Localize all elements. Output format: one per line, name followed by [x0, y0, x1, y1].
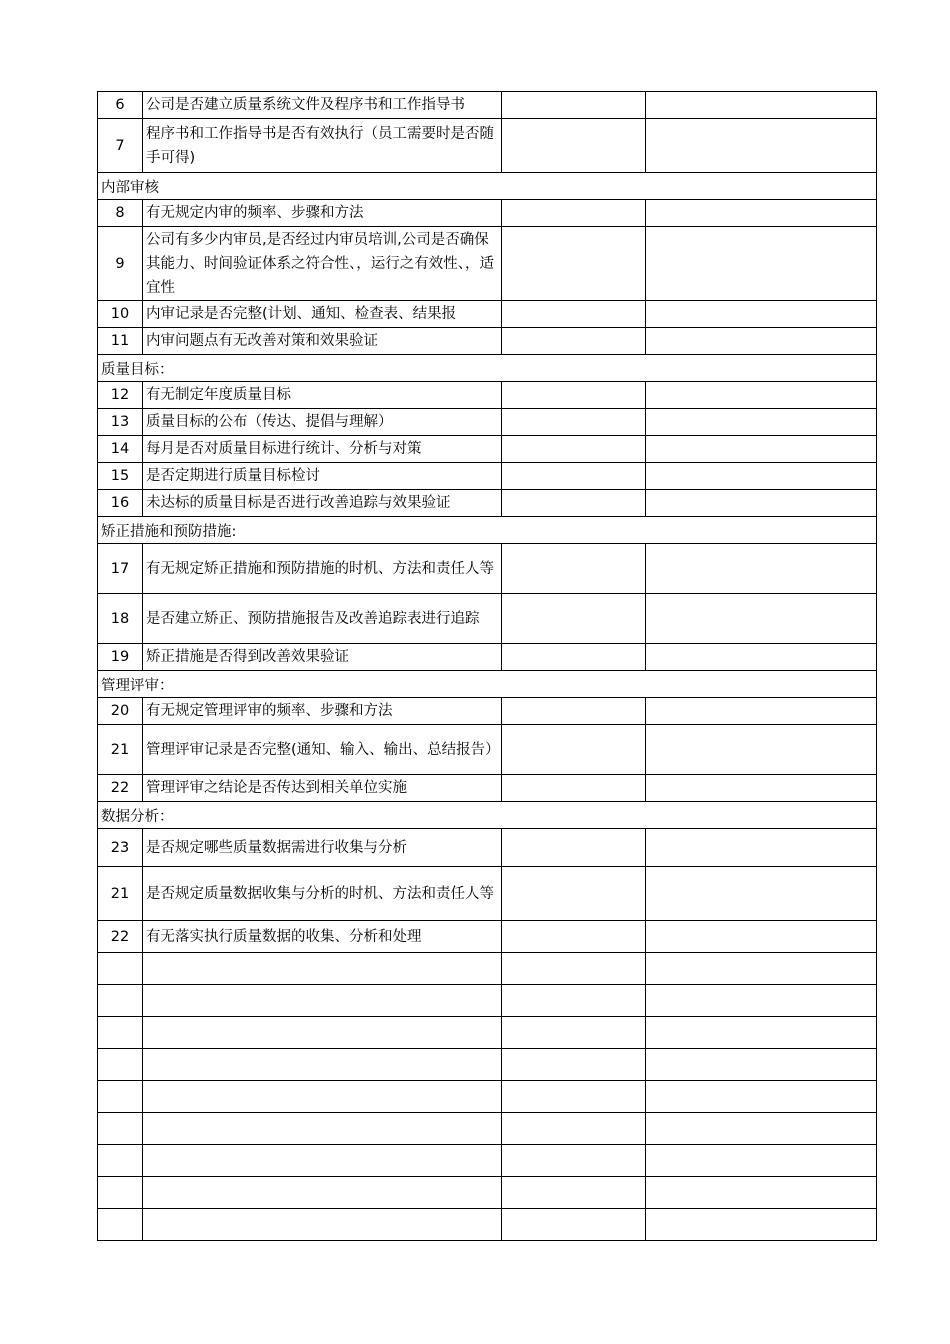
- answer-cell[interactable]: [502, 1081, 646, 1113]
- answer-cell[interactable]: [502, 382, 646, 409]
- item-text: [143, 1017, 502, 1049]
- item-number: 18: [98, 594, 143, 644]
- answer-cell[interactable]: [502, 867, 646, 921]
- section-title: 管理评审：: [98, 671, 877, 698]
- answer-cell[interactable]: [502, 119, 646, 173]
- remark-cell[interactable]: [646, 1145, 877, 1177]
- answer-cell[interactable]: [502, 490, 646, 517]
- answer-cell[interactable]: [502, 829, 646, 867]
- answer-cell[interactable]: [502, 1177, 646, 1209]
- table-row: [98, 829, 877, 867]
- answer-cell[interactable]: [502, 1049, 646, 1081]
- item-number: [98, 1017, 143, 1049]
- item-number: 14: [98, 436, 143, 463]
- item-number: 6: [98, 92, 143, 119]
- answer-cell[interactable]: [502, 200, 646, 227]
- table-row: [98, 698, 877, 725]
- item-text: 内审记录是否完整(计划、通知、检查表、结果报: [143, 301, 502, 328]
- item-number: [98, 1209, 143, 1241]
- table-row: [98, 463, 877, 490]
- answer-cell[interactable]: [502, 409, 646, 436]
- answer-cell[interactable]: [502, 725, 646, 775]
- answer-cell[interactable]: [502, 1209, 646, 1241]
- item-number: 13: [98, 409, 143, 436]
- item-text: 管理评审记录是否完整(通知、输入、输出、总结报告）: [143, 725, 502, 775]
- answer-cell[interactable]: [502, 463, 646, 490]
- item-number: 20: [98, 698, 143, 725]
- item-text: 有无规定矫正措施和预防措施的时机、方法和责任人等: [143, 544, 502, 594]
- remark-cell[interactable]: [646, 985, 877, 1017]
- remark-cell[interactable]: [646, 1049, 877, 1081]
- item-number: 17: [98, 544, 143, 594]
- item-text: [143, 985, 502, 1017]
- answer-cell[interactable]: [502, 921, 646, 953]
- item-number: 22: [98, 775, 143, 802]
- answer-cell[interactable]: [502, 1113, 646, 1145]
- remark-cell[interactable]: [646, 1209, 877, 1241]
- remark-cell[interactable]: [646, 409, 877, 436]
- remark-cell[interactable]: [646, 200, 877, 227]
- remark-cell[interactable]: [646, 1017, 877, 1049]
- empty-row: [98, 953, 877, 985]
- item-number: 22: [98, 921, 143, 953]
- remark-cell[interactable]: [646, 953, 877, 985]
- answer-cell[interactable]: [502, 698, 646, 725]
- item-number: 23: [98, 829, 143, 867]
- remark-cell[interactable]: [646, 829, 877, 867]
- item-number: 12: [98, 382, 143, 409]
- section-header-row: [98, 173, 877, 200]
- answer-cell[interactable]: [502, 227, 646, 301]
- remark-cell[interactable]: [646, 775, 877, 802]
- remark-cell[interactable]: [646, 382, 877, 409]
- table-row: [98, 227, 877, 301]
- item-text: 程序书和工作指导书是否有效执行（员工需要时是否随手可得): [143, 119, 502, 173]
- item-number: [98, 1081, 143, 1113]
- remark-cell[interactable]: [646, 490, 877, 517]
- table-row: [98, 867, 877, 921]
- remark-cell[interactable]: [646, 725, 877, 775]
- empty-row: [98, 1113, 877, 1145]
- answer-cell[interactable]: [502, 644, 646, 671]
- table-row: [98, 490, 877, 517]
- item-number: 15: [98, 463, 143, 490]
- item-text: 是否规定哪些质量数据需进行收集与分析: [143, 829, 502, 867]
- item-text: 有无规定内审的频率、步骤和方法: [143, 200, 502, 227]
- empty-row: [98, 1177, 877, 1209]
- item-text: 是否建立矫正、预防措施报告及改善追踪表进行追踪: [143, 594, 502, 644]
- table-row: [98, 328, 877, 355]
- table-row: [98, 119, 877, 173]
- answer-cell[interactable]: [502, 775, 646, 802]
- table-row: [98, 921, 877, 953]
- empty-row: [98, 985, 877, 1017]
- remark-cell[interactable]: [646, 544, 877, 594]
- section-title: 矫正措施和预防措施:: [98, 517, 877, 544]
- answer-cell[interactable]: [502, 985, 646, 1017]
- remark-cell[interactable]: [646, 644, 877, 671]
- item-number: [98, 1113, 143, 1145]
- item-text: 每月是否对质量目标进行统计、分析与对策: [143, 436, 502, 463]
- answer-cell[interactable]: [502, 328, 646, 355]
- section-title: 内部审核: [98, 173, 877, 200]
- item-text: 有无落实执行质量数据的收集、分析和处理: [143, 921, 502, 953]
- section-title: 质量目标：: [98, 355, 877, 382]
- item-text: [143, 1081, 502, 1113]
- section-header-row: [98, 517, 877, 544]
- answer-cell[interactable]: [502, 1145, 646, 1177]
- remark-cell[interactable]: [646, 227, 877, 301]
- table-row: [98, 301, 877, 328]
- item-text: 未达标的质量目标是否进行改善追踪与效果验证: [143, 490, 502, 517]
- item-text: 是否规定质量数据收集与分析的时机、方法和责任人等: [143, 867, 502, 921]
- section-header-row: [98, 355, 877, 382]
- remark-cell[interactable]: [646, 1113, 877, 1145]
- remark-cell[interactable]: [646, 867, 877, 921]
- remark-cell[interactable]: [646, 119, 877, 173]
- answer-cell[interactable]: [502, 92, 646, 119]
- section-header-row: [98, 671, 877, 698]
- item-number: [98, 953, 143, 985]
- answer-cell[interactable]: [502, 301, 646, 328]
- item-text: 公司有多少内审员,是否经过内审员培训,公司是否确保其能力、时间验证体系之符合性、，运行之有效性、，适宜性: [143, 227, 502, 301]
- remark-cell[interactable]: [646, 92, 877, 119]
- item-number: 7: [98, 119, 143, 173]
- table-row: [98, 200, 877, 227]
- checklist-body: [98, 92, 877, 1241]
- item-number: [98, 1145, 143, 1177]
- item-text: [143, 1049, 502, 1081]
- empty-row: [98, 1145, 877, 1177]
- answer-cell[interactable]: [502, 1017, 646, 1049]
- answer-cell[interactable]: [502, 436, 646, 463]
- item-number: [98, 985, 143, 1017]
- table-row: [98, 544, 877, 594]
- empty-row: [98, 1081, 877, 1113]
- answer-cell[interactable]: [502, 544, 646, 594]
- item-number: [98, 1177, 143, 1209]
- item-text: 公司是否建立质量系统文件及程序书和工作指导书: [143, 92, 502, 119]
- item-text: 管理评审之结论是否传达到相关单位实施: [143, 775, 502, 802]
- empty-row: [98, 1049, 877, 1081]
- item-text: 有无规定管理评审的频率、步骤和方法: [143, 698, 502, 725]
- table-row: [98, 382, 877, 409]
- remark-cell[interactable]: [646, 328, 877, 355]
- empty-row: [98, 1209, 877, 1241]
- item-text: [143, 1145, 502, 1177]
- table-row: [98, 436, 877, 463]
- item-text: 矫正措施是否得到改善效果验证: [143, 644, 502, 671]
- answer-cell[interactable]: [502, 594, 646, 644]
- table-row: [98, 409, 877, 436]
- item-number: 10: [98, 301, 143, 328]
- item-text: [143, 1113, 502, 1145]
- remark-cell[interactable]: [646, 436, 877, 463]
- empty-row: [98, 1017, 877, 1049]
- item-text: 有无制定年度质量目标: [143, 382, 502, 409]
- checklist-table: [97, 91, 877, 1241]
- item-text: [143, 1209, 502, 1241]
- item-number: 21: [98, 867, 143, 921]
- item-number: 16: [98, 490, 143, 517]
- item-text: 内审问题点有无改善对策和效果验证: [143, 328, 502, 355]
- remark-cell[interactable]: [646, 698, 877, 725]
- item-number: 8: [98, 200, 143, 227]
- item-number: 11: [98, 328, 143, 355]
- item-number: [98, 1049, 143, 1081]
- item-text: [143, 953, 502, 985]
- table-row: [98, 725, 877, 775]
- table-row: [98, 775, 877, 802]
- table-row: [98, 92, 877, 119]
- answer-cell[interactable]: [502, 953, 646, 985]
- remark-cell[interactable]: [646, 594, 877, 644]
- item-number: 19: [98, 644, 143, 671]
- item-text: 质量目标的公布（传达、提倡与理解）: [143, 409, 502, 436]
- item-text: 是否定期进行质量目标检讨: [143, 463, 502, 490]
- remark-cell[interactable]: [646, 1081, 877, 1113]
- remark-cell[interactable]: [646, 1177, 877, 1209]
- remark-cell[interactable]: [646, 463, 877, 490]
- table-row: [98, 644, 877, 671]
- section-title: 数据分析：: [98, 802, 877, 829]
- section-header-row: [98, 802, 877, 829]
- item-text: [143, 1177, 502, 1209]
- remark-cell[interactable]: [646, 921, 877, 953]
- table-row: [98, 594, 877, 644]
- item-number: 21: [98, 725, 143, 775]
- item-number: 9: [98, 227, 143, 301]
- remark-cell[interactable]: [646, 301, 877, 328]
